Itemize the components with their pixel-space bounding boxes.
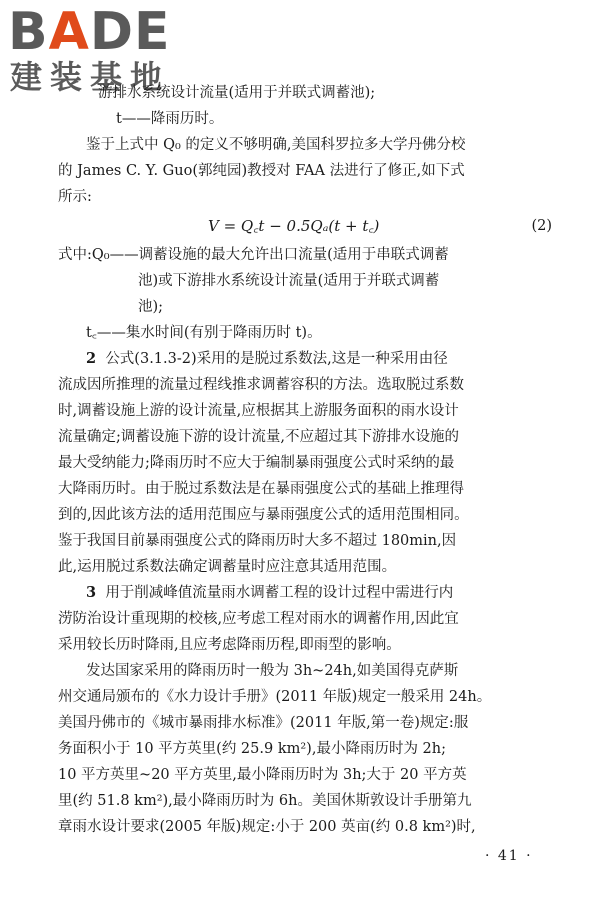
text-line: 最大受纳能力;降雨历时不应大于编制暴雨强度公式时采纳的最 <box>58 455 455 471</box>
equation <box>58 210 558 242</box>
text-line: 3 用于削减峰值流量雨水调蓄工程的设计过程中需进行内 <box>86 584 454 601</box>
text-line: 发达国家采用的降雨历时一般为 3h~24h,如美国得克萨斯 <box>86 663 459 679</box>
text-line: 务面积小于 10 平方英里(约 25.9 km²),最小降雨历时为 2h; <box>58 741 447 757</box>
text-line: 游排水系统设计流量(适用于并联式调蓄池); <box>98 85 376 101</box>
text-line: 大降雨历时。由于脱过系数法是在暴雨强度公式的基础上推理得 <box>58 481 464 497</box>
logo-wordmark: BADE <box>8 2 171 62</box>
page-body <box>58 80 558 840</box>
text-line: t꜀——集水时间(有别于降雨历时 t)。 <box>86 325 322 341</box>
text-line: 美国丹佛市的《城市暴雨排水标准》(2011 年版,第一卷)规定:服 <box>58 715 469 731</box>
text-line: 所示: <box>58 189 92 205</box>
text-line: 式中:Q₀——调蓄设施的最大允许出口流量(适用于串联式调蓄 <box>58 247 449 263</box>
text-line: 流成因所推理的流量过程线推求调蓄容积的方法。选取脱过系数 <box>58 377 464 393</box>
equation-expression: V = Q꜀t − 0.5Qₐ(t + t꜀) <box>208 217 380 235</box>
text-line: 的 James C. Y. Guo(郭纯园)教授对 FAA 法进行了修正,如下式 <box>58 163 465 179</box>
text-line: 到的,因此该方法的适用范围应与暴雨强度公式的适用范围相同。 <box>58 507 469 523</box>
text-line: 鉴于我国目前暴雨强度公式的降雨历时大多不超过 180min,因 <box>58 533 457 549</box>
text-line: 章雨水设计要求(2005 年版)规定:小于 200 英亩(约 0.8 km²)时, <box>58 819 476 835</box>
text-line: 池); <box>138 299 164 315</box>
text-line: 10 平方英里~20 平方英里,最小降雨历时为 3h;大于 20 平方英 <box>58 767 467 783</box>
text-line: 鉴于上式中 Q₀ 的定义不够明确,美国科罗拉多大学丹佛分校 <box>86 137 466 153</box>
text-line: 此,运用脱过系数法确定调蓄量时应注意其适用范围。 <box>58 559 397 575</box>
text-line: 州交通局颁布的《水力设计手册》(2011 年版)规定一般采用 24h。 <box>58 689 492 705</box>
text-line: 采用较长历时降雨,且应考虑降雨历程,即雨型的影响。 <box>58 637 401 653</box>
text-line: 流量确定;调蓄设施下游的设计流量,不应超过其下游排水设施的 <box>58 429 459 445</box>
page-number: · 41 · <box>485 848 533 864</box>
text-line: 2 公式(3.1.3-2)采用的是脱过系数法,这是一种采用由径 <box>86 350 448 367</box>
text-line: 里(约 51.8 km²),最小降雨历时为 6h。美国休斯敦设计手册第九 <box>58 793 472 809</box>
text-line: 时,调蓄设施上游的设计流量,应根据其上游服务面积的雨水设计 <box>58 403 459 419</box>
logo-subtitle: 建装基地 <box>10 58 171 96</box>
text-line: 池)或下游排水系统设计流量(适用于并联式调蓄 <box>138 273 440 289</box>
item-number: 3 <box>86 584 97 601</box>
text-line: t——降雨历时。 <box>116 111 224 127</box>
text-line: 涝防治设计重现期的校核,应考虑工程对雨水的调蓄作用,因此宜 <box>58 611 459 627</box>
item-number: 2 <box>86 350 97 367</box>
equation-number: (2) <box>531 218 552 234</box>
